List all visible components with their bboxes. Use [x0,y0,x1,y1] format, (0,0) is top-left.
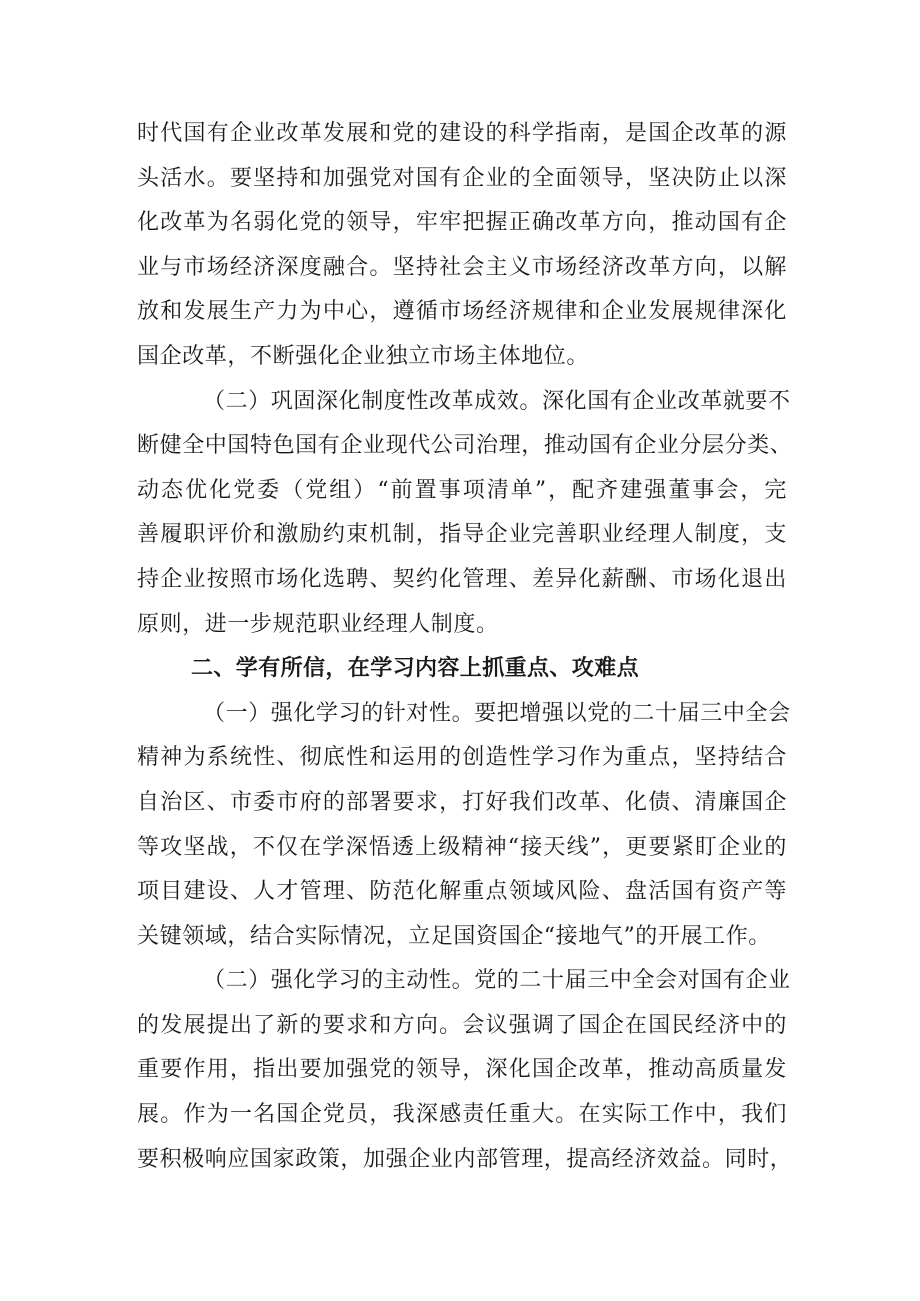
text-line: 项目建设、人才管理、防范化解重点领域风险、盘活国有资产等 [137,879,787,905]
text-line: 断健全中国特色国有企业现代公司治理，推动国有企业分层分类、 [137,433,793,459]
paragraph-1 [137,112,787,380]
text-line: （一）强化学习的针对性。要把增强以党的二十届三中全会 [203,700,791,726]
text-line: 等攻坚战，不仅在学深悟透上级精神“接天线”，更要紧盯企业的 [137,834,787,860]
text-line: （二）巩固深化制度性改革成效。深化国有企业改革就要不 [203,388,791,414]
document-body [137,112,793,1182]
paragraph-2 [137,380,793,648]
section-heading: 二、学有所信，在学习内容上抓重点、攻难点 [191,656,640,682]
text-line: 头活水。要坚持和加强党对国有企业的全面领导，坚决防止以深 [137,165,787,191]
text-line: 善履职评价和激励约束机制，指导企业完善职业经理人制度，支 [137,522,787,548]
text-line: 展。作为一名国企党员，我深感责任重大。在实际工作中，我们 [137,1102,787,1128]
text-line: 持企业按照市场化选聘、契约化管理、差异化薪酬、市场化退出 [137,566,787,592]
text-line: 要积极响应国家政策，加强企业内部管理，提高经济效益。同时， [137,1146,793,1172]
text-line: 放和发展生产力为中心，遵循市场经济规律和企业发展规律深化 [137,299,787,325]
paragraph-4 [137,959,793,1182]
text-line: 化改革为名弱化党的领导，牢牢把握正确改革方向，推动国有企 [137,210,787,236]
text-line: 的发展提出了新的要求和方向。会议强调了国企在国民经济中的 [137,1012,787,1038]
paragraph-3 [137,692,791,960]
text-line: 自治区、市委市府的部署要求，打好我们改革、化债、清廉国企 [137,789,787,815]
text-line: 精神为系统性、彻底性和运用的创造性学习作为重点，坚持结合 [137,745,787,771]
text-line: 业与市场经济深度融合。坚持社会主义市场经济改革方向，以解 [137,254,787,280]
text-line: 国企改革，不断强化企业独立市场主体地位。 [137,343,590,369]
text-line: （二）强化学习的主动性。党的二十届三中全会对国有企业 [203,968,791,994]
text-line: 动态优化党委（党组）“前置事项清单”，配齐建强董事会，完 [137,477,787,503]
text-line: 关键领域，结合实际情况，立足国资国企“接地气”的开展工作。 [137,923,771,949]
text-line: 时代国有企业改革发展和党的建设的科学指南，是国企改革的源 [137,121,787,146]
text-line: 原则，进一步规范职业经理人制度。 [137,611,499,637]
text-line: 重要作用，指出要加强党的领导，深化国企改革，推动高质量发 [137,1057,787,1083]
